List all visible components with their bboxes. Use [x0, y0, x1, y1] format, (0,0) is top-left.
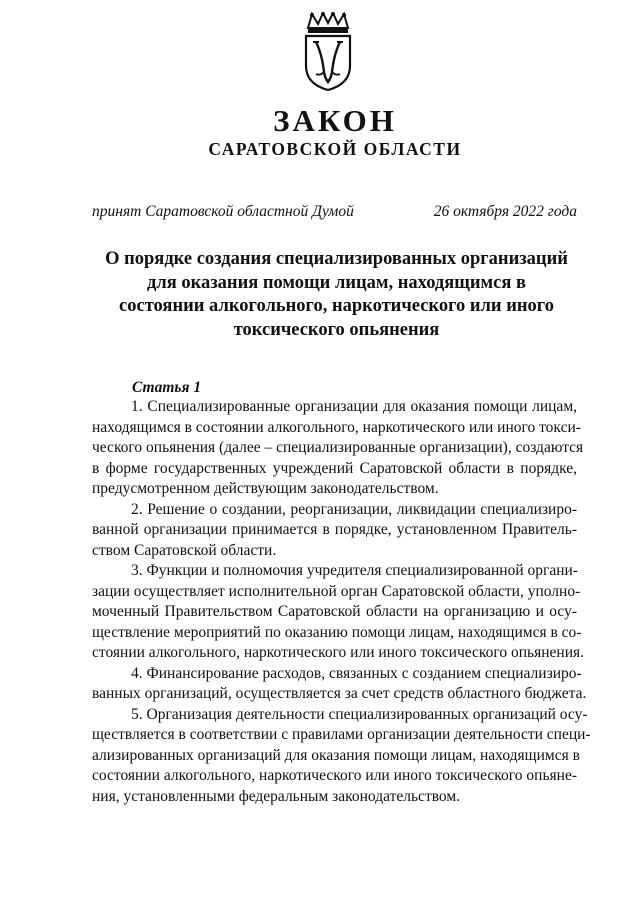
text-line: находящимся в состоянии алкогольного, наркотического или иного токси- [92, 418, 581, 436]
document-subtitle: САРАТОВСКОЙ ОБЛАСТИ [208, 139, 462, 159]
article-body [92, 397, 591, 807]
text-line: ществление мероприятий по оказанию помощи лицам, находящимся в со- [92, 623, 582, 641]
text-line: 3. Функции и полномочия учредителя специализированной органи- [131, 562, 578, 579]
law-title-line: состоянии алкогольного, наркотического или иного [119, 296, 554, 316]
adopted-by: принят Саратовской областной Думой [92, 203, 354, 220]
law-title-line: для оказания помощи лицам, находящимся в [146, 272, 526, 293]
adoption-date: 26 октября 2022 года [433, 203, 577, 220]
text-line: 1. Специализированные организации для оказания помощи лицам, [131, 398, 577, 415]
text-line: 5. Организация деятельности специализированных организаций осу- [131, 705, 588, 723]
text-line: 2. Решение о создании, реорганизации, ликвидации специализиро- [131, 500, 577, 518]
text-line: ществляется в соответствии с правилами организации деятельности специ- [92, 726, 591, 743]
law-title-line: токсического опьянения [233, 319, 440, 340]
article-heading: Статья 1 [132, 379, 202, 396]
saratov-coat-of-arms-icon [302, 12, 354, 92]
text-line: зации осуществляет исполнительной орган Саратовской области, уполно- [92, 582, 581, 600]
text-line: стоянии алкогольного, наркотического или иного токсического опьянения. [92, 644, 585, 661]
law-title-line: О порядке создания специализированных организаций [105, 249, 568, 269]
text-line: моченный Правительством Саратовской области на организацию и осу- [92, 603, 577, 620]
text-line: ством Саратовской области. [92, 541, 277, 559]
law-title [70, 248, 603, 342]
text-line: ализированных организаций для оказания помощи лицам, находящимся в [92, 746, 580, 764]
text-line: ванных организаций, осуществляется за счет средств областного бюджета. [92, 685, 587, 702]
text-line: 4. Финансирование расходов, связанных с созданием специализиро- [131, 664, 582, 682]
document-title: ЗАКОН [273, 103, 397, 138]
text-line: состоянии алкогольного, наркотического или иного токсического опьяне- [92, 767, 577, 784]
text-line: предусмотренном действующим законодательством. [92, 480, 439, 497]
text-line: в форме государственных учреждений Саратовской области в порядке, [92, 459, 577, 477]
text-line: ческого опьянения (далее – специализированные организации), создаются [92, 439, 584, 456]
text-line: ванной организации принимается в порядке, установленном Правитель- [92, 521, 577, 538]
text-line: ния, установленными федеральным законодательством. [92, 787, 461, 805]
